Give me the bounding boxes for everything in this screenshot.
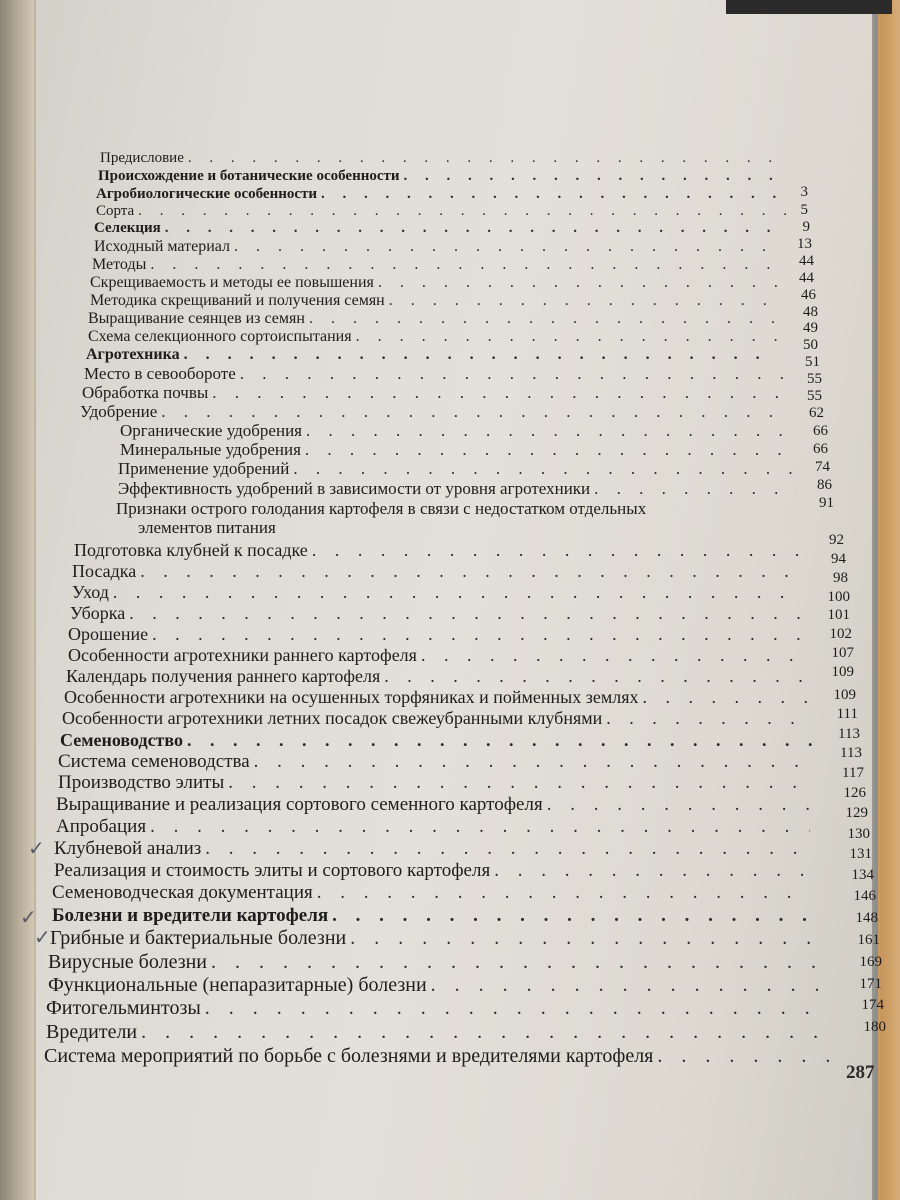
toc-entry: Посадка . . . [72,561,802,582]
toc-page-number: 102 [829,626,852,642]
toc-page-number: 107 [831,645,854,661]
toc-page-number: 117 [842,765,864,781]
toc-page-number: 62 [809,405,824,421]
toc-entry: Предисловие . . . [100,150,790,167]
toc-page-number: 3 [800,184,808,200]
toc-entry: Эффективность удобрений в зависимости от уровня агротехники . . . [118,479,798,499]
toc-page-number: 91 [819,495,834,511]
toc-page-number: 86 [817,477,832,493]
toc-entry: Вирусные болезни . . . [48,951,818,974]
toc-entry: Применение удобрений . . . [118,459,798,479]
toc-entry: Обработка почвы . . . [82,383,782,403]
toc-page-number: 9 [802,219,810,235]
toc-entry: Производство элиты . . . [58,772,810,794]
toc-page-number: 5 [800,202,808,218]
toc-entry: Методика скрещиваний и получения семян . . . [90,292,780,310]
toc-page-number: 66 [813,423,828,439]
toc-page-number: 131 [849,846,872,862]
toc-page-number: 148 [855,910,878,926]
toc-entry: Грибные и бактериальные болезни . . . [50,927,818,950]
toc-page-number: 174 [861,997,884,1013]
toc-page-number: 94 [831,551,846,567]
pencil-check-mark: ✓ [34,925,51,949]
toc-entry: Реализация и стоимость элиты и сортового картофеля . . . [54,860,810,882]
toc-page-number: 109 [831,664,854,680]
toc-entry: Происхождение и ботанические особенности . . . [98,168,788,185]
toc-entry: Агротехника . . . [86,346,776,364]
toc-page-number: 13 [797,236,812,252]
toc-page-number: 55 [807,371,822,387]
toc-page-number: 113 [838,726,860,742]
toc-entry: Система семеноводства . . . [58,751,810,773]
toc-entry: Болезни и вредители картофеля . . . [52,905,810,927]
toc-page-number: 48 [803,304,818,320]
toc-entry: Схема селекционного сортоиспытания . . . [88,328,778,346]
toc-page-number: 44 [799,253,814,269]
page-number: 287 [846,1062,875,1083]
toc-page-number: 109 [833,687,856,703]
pencil-check-mark: ✓ [20,905,37,929]
pencil-check-mark: ✓ [28,836,45,860]
toc-page-number: 98 [833,570,848,586]
toc-page-number: 146 [853,888,876,904]
toc-entry: Органические удобрения . . . [120,421,800,441]
toc-entry: Фитогельминтозы . . . [46,997,818,1020]
toc-page-number: 126 [843,785,866,801]
toc-entry: Подготовка клубней к посадке . . . [74,540,804,561]
toc-entry: Уборка . . . [70,603,800,624]
toc-page-number: 129 [845,805,868,821]
toc-page-number: 180 [863,1019,886,1035]
toc-entry: Агробиологические особенности . . . [96,186,786,203]
toc-page-number: 46 [801,287,816,303]
toc-entry: Особенности агротехники летних посадок свежеубранными клубнями . . . [62,708,814,729]
toc-entry: Выращивание сеянцев из семян . . . [88,310,778,328]
toc-page-number: 171 [859,976,882,992]
toc-page-number: 100 [827,589,850,605]
toc-entry: Выращивание и реализация сортового семенного картофеля . . . [56,794,810,816]
toc-entry: Удобрение . . . [80,402,780,422]
toc-page-number: 101 [827,607,850,623]
toc-entry: Место в севообороте . . . [84,364,784,384]
toc-page-number: 161 [857,932,880,948]
toc-entry: Семеноводческая документация . . . [52,882,810,904]
toc-entry: Особенности агротехники на осушенных торфяниках и пойменных землях . . . [64,687,814,708]
toc-page-number: 113 [840,745,862,761]
toc-page-number: 74 [815,459,830,475]
toc-entry: Семеноводство . . . [60,730,812,751]
toc-entry: Вредители . . . [46,1021,824,1044]
toc-entry: Апробация . . . [56,816,810,838]
toc-page-number: 92 [829,532,844,548]
toc-entry: Система мероприятий по борьбе с болезнями и вредителями картофеля . . . [44,1045,834,1068]
toc-entry: Календарь получения раннего картофеля . . . [66,666,806,687]
toc-entry: Методы . . . [92,256,782,274]
toc-page-number: 130 [847,826,870,842]
toc-page-number: 50 [803,337,818,353]
toc-entry: Признаки острого голодания картофеля в связи с недостатком отдельных [116,499,647,518]
toc-entry: Скрещиваемость и методы ее повышения . . . [90,274,780,292]
toc-page-number: 134 [851,867,874,883]
toc-entry: Исходный материал . . . [94,238,784,256]
toc-page-number: 66 [813,441,828,457]
toc-page-number: 111 [836,706,858,722]
toc-page-number: 55 [807,388,822,404]
toc-entry: Клубневой анализ . . . [54,838,810,860]
toc-entry: Уход . . . [72,582,802,603]
toc-entry: элементов питания [138,518,276,537]
toc-entry: Особенности агротехники раннего картофеля . . . [68,645,808,666]
toc-entry: Орошение . . . [68,624,808,645]
toc-entry: Сорта . . . [96,203,786,220]
toc-page-number: 49 [803,320,818,336]
toc-page-number: 51 [805,354,820,370]
toc-page-number: 44 [799,270,814,286]
toc-page-number: 169 [859,954,882,970]
toc-entry: Функциональные (непаразитарные) болезни . . . [48,974,818,997]
toc-entry: Селекция . . . [94,220,784,237]
toc-entry: Минеральные удобрения . . . [120,440,800,460]
